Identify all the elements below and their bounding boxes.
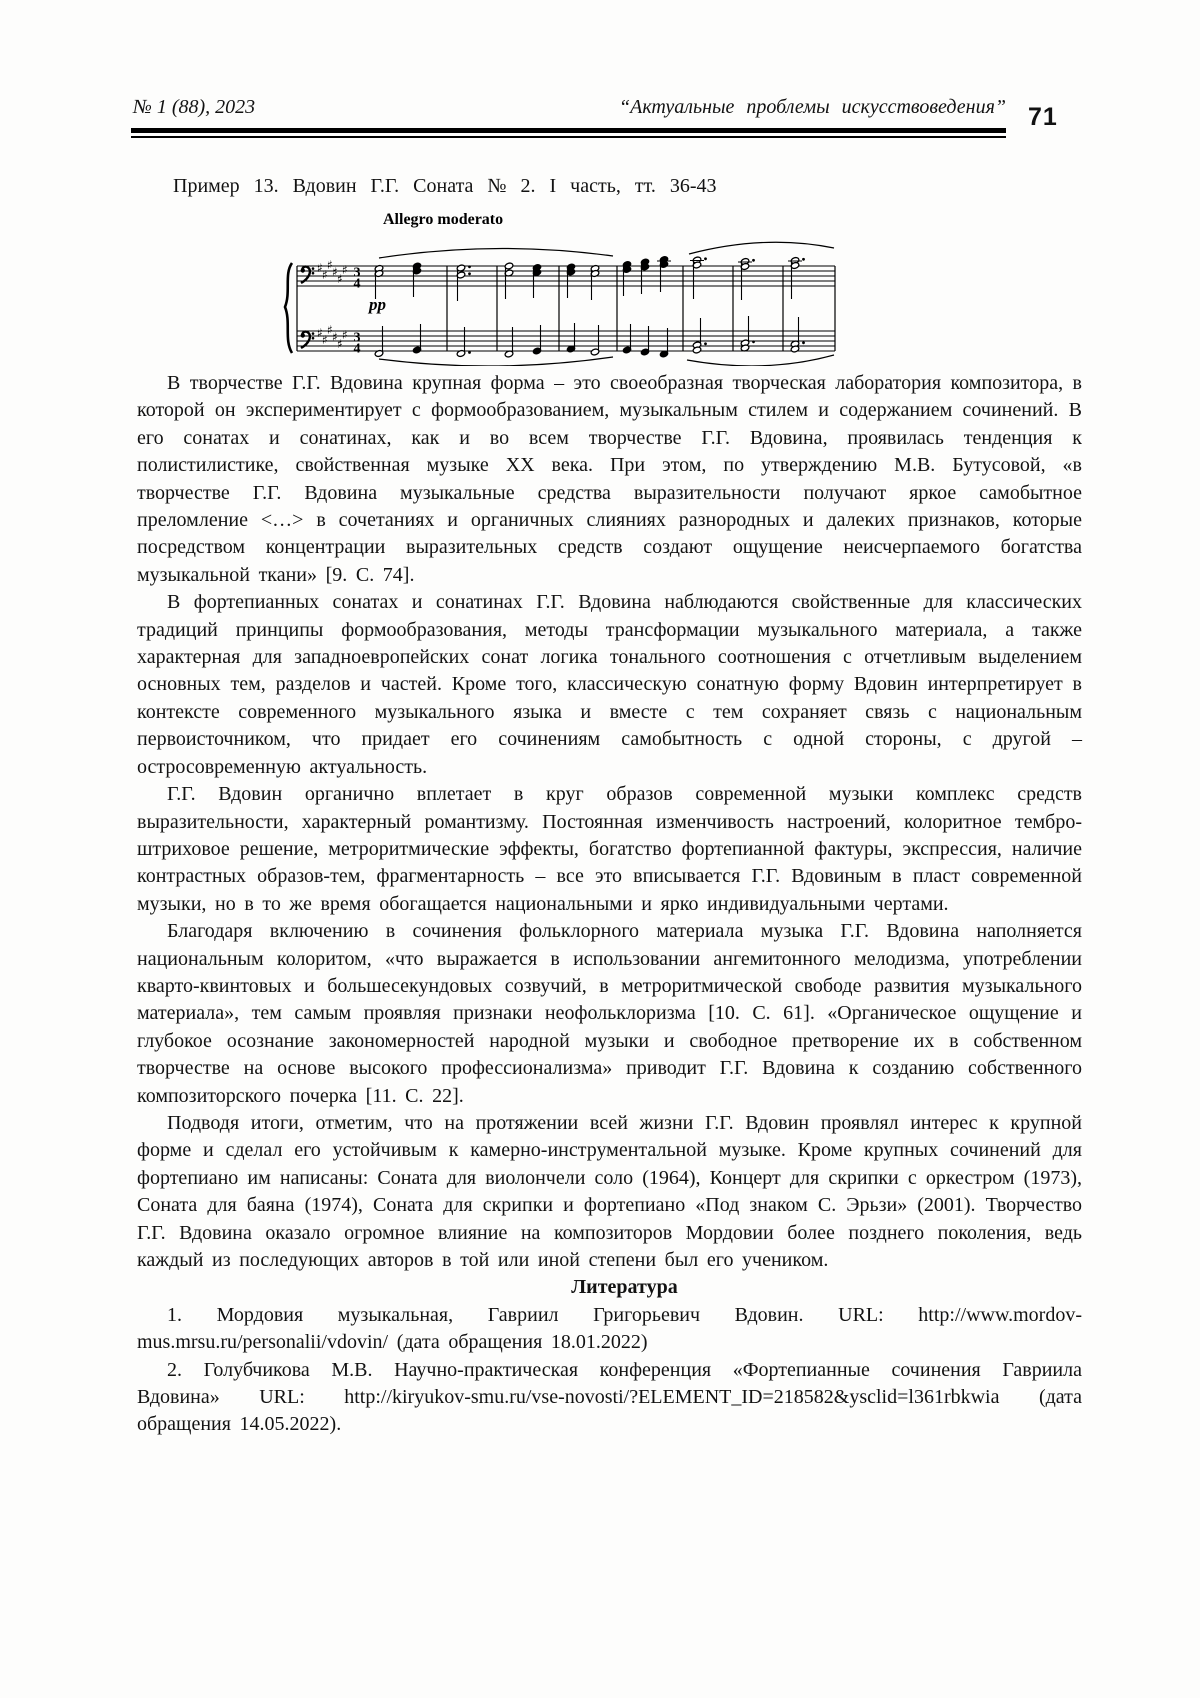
svg-text:♯: ♯ bbox=[322, 333, 328, 347]
reference-item: 2. Голубчикова М.В. Научно-практическая конференция «Фортепианные сочинения Гавриила Вдовина» URL: http://kiryukov-smu.ru/vse-novosti/?ELEMENT_ID=218582&ysclid=l361rbkwia (дата обращения 14.05.2022). bbox=[137, 1358, 1082, 1436]
paragraph: В творчестве Г.Г. Вдовина крупная форма – это своеобразная творческая лаборатория композитора, в которой он экспериментирует с формообразованием, музыкальным стилем и содержанием сочинений. В его сонатах и сонатинах, как и во всем творчестве Г.Г. Вдовина, проявилась тенденция к полистилистике, свойственная музыке XX века. При этом, по утверждению М.В. Бутусовой, «в творчестве Г.Г. Вдовина музыкальные средства выразительности получают яркое самобытное преломление <…> в сочетаниях и органичных слияниях разнородных и далеких признаков, которые посредством концентрации выразительных средств создают ощущение неисчерпаемого богатства музыкальной ткани» [9. С. 74]. bbox=[137, 372, 1082, 586]
lower-staff-notes bbox=[374, 316, 805, 358]
music-notation-example bbox=[283, 206, 843, 366]
key-signature bbox=[317, 258, 348, 351]
svg-text:♯: ♯ bbox=[317, 326, 323, 340]
paragraph: Г.Г. Вдовин органично вплетает в круг образов современной музыки комплекс средств выразительности, характерный романтизму. Постоянная изменчивость настроений, колоритное тембро-штриховое решение, метроритмические эффекты, богатство фортепианной фактуры, экспрессия, наличие контрастных образов-тем, фрагментарность – все это вписывается Г.Г. Вдовиным в пласт современной музыки, но в то же время обогащается национальными и ярко индивидуальными чертами. bbox=[137, 783, 1082, 915]
paragraph: Благодаря включению в сочинения фольклорного материала музыка Г.Г. Вдовина наполняется национальным колоритом, «что выражается в использовании ангемитонного мелодизма, употреблении кварто-квинтовых и большесекундовых созвучий, в метроритмической свободе развития музыкального материала», тем самым проявляя признаки неофольклоризма [10. С. 61]. «Органическое ощущение и глубокое осознание закономерностей народной музыки и свободное претворение их в собственном творчестве на основе высокого профессионализма» приводит Г.Г. Вдовина к созданию собственного композиторского почерка [11. С. 22]. bbox=[137, 920, 1082, 1107]
svg-text:♯: ♯ bbox=[337, 337, 343, 351]
time-signature bbox=[354, 266, 361, 357]
tempo-marking: Allegro moderato bbox=[383, 211, 504, 228]
paragraph: Подводя итоги, отметим, что на протяжении всей жизни Г.Г. Вдовин проявлял интерес к крупной форме и сделал его устойчивым к камерно-инструментальной музыке. Кроме крупных сочинений для фортепиано им написаны: Соната для виолончели соло (1964), Концерт для скрипки с оркестром (1973), Соната для баяна (1974), Соната для скрипки и фортепиано «Под знаком С. Эрьзи» (2001). Творчество Г.Г. Вдовина оказало огромное влияние на композиторов Мордовии более позднего поколения, ведь каждый из последующих авторов в той или иной степени был его учеником. bbox=[137, 1111, 1082, 1271]
svg-text:3: 3 bbox=[353, 330, 361, 346]
svg-text:4: 4 bbox=[353, 341, 361, 357]
svg-text:♯: ♯ bbox=[322, 268, 328, 282]
svg-text:♯: ♯ bbox=[332, 265, 338, 279]
references-heading: Литература bbox=[571, 1276, 678, 1299]
issue-label: № 1 (88), 2023 bbox=[133, 96, 256, 118]
running-header bbox=[133, 96, 1006, 119]
brace-icon bbox=[285, 263, 292, 353]
upper-staff-notes bbox=[374, 256, 805, 301]
header-rule bbox=[131, 128, 1006, 138]
svg-text:♯: ♯ bbox=[317, 261, 323, 275]
page-number: 71 bbox=[1028, 103, 1058, 131]
paragraph: В фортепианных сонатах и сонатинах Г.Г. Вдовина наблюдаются свойственные для классических традиций принципы формообразования, методы трансформации музыкального материала, а также характерная для западноевропейских сонат логика тонального соотношения с отчетливым выделением основных тем, разделов и частей. Кроме того, классическую сонатную форму Вдовин интерпретирует в контексте современного музыкального языка и вместе с тем сохраняет связь с национальным первоисточником, что придает его сочинениям самобытность с одной стороны, с другой – остросовременную актуальность. bbox=[137, 591, 1082, 778]
svg-text:♯: ♯ bbox=[327, 258, 333, 272]
journal-title: “Актуальные проблемы искусствоведения” bbox=[619, 96, 1006, 118]
dynamic-marking: pp bbox=[369, 295, 386, 314]
svg-text:♯: ♯ bbox=[337, 272, 343, 286]
svg-text:♯: ♯ bbox=[342, 263, 348, 277]
article-body bbox=[137, 370, 1082, 1439]
example-caption: Пример 13. Вдовин Г.Г. Соната № 2. I часть, тт. 36-43 bbox=[173, 175, 717, 197]
svg-text:♯: ♯ bbox=[342, 328, 348, 342]
reference-item: 1. Мордовия музыкальная, Гавриил Григорьевич Вдовин. URL: http://www.mordov-mus.mrsu.ru/personalii/vdovin/ (дата обращения 18.01.2022) bbox=[137, 1303, 1082, 1354]
svg-text:3: 3 bbox=[353, 265, 361, 281]
svg-text:4: 4 bbox=[353, 276, 361, 292]
svg-text:♯: ♯ bbox=[327, 323, 333, 337]
svg-text:♯: ♯ bbox=[332, 330, 338, 344]
references-list bbox=[137, 1302, 1082, 1439]
